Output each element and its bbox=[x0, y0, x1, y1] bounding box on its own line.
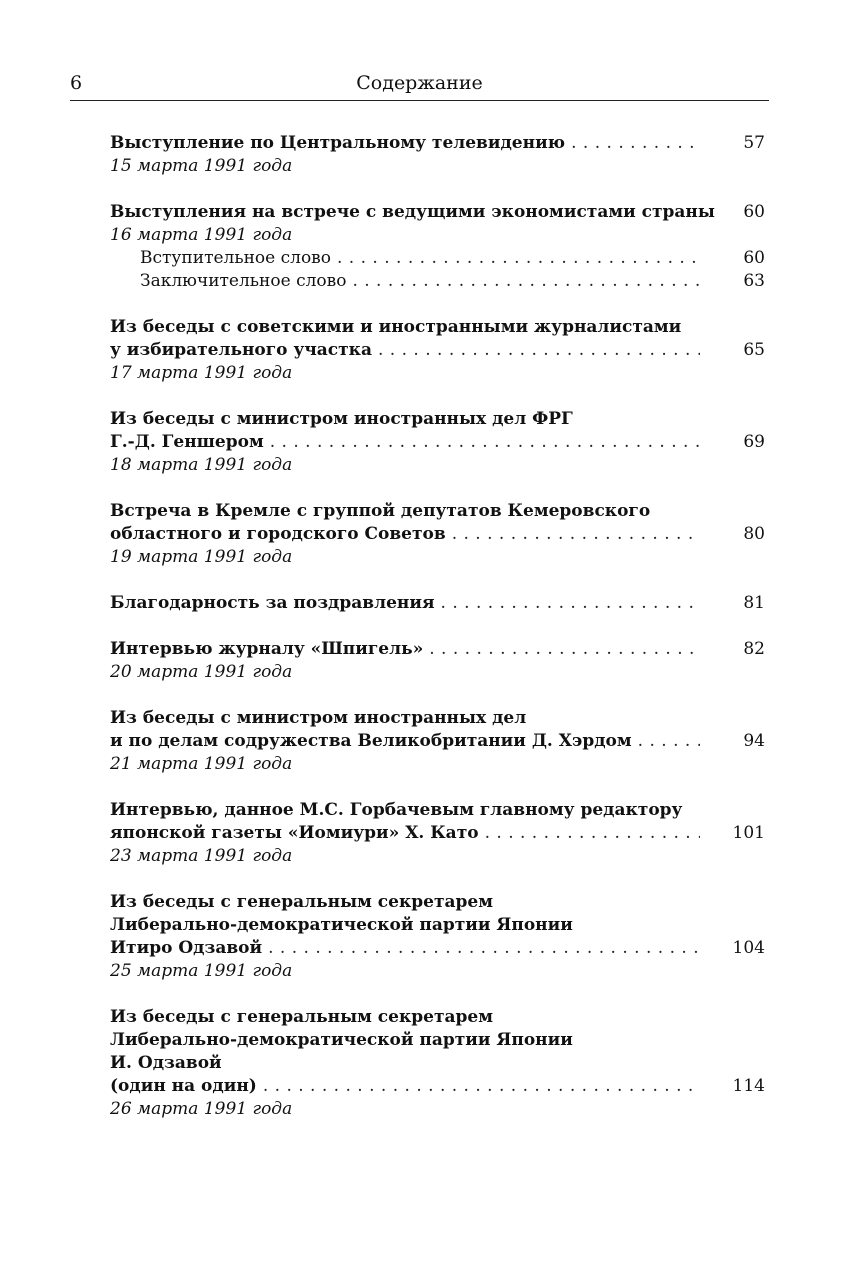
toc-entry-line bbox=[110, 339, 765, 362]
toc-entry-date: 18 марта 1991 года bbox=[110, 455, 293, 475]
toc-entry-title-line: Из беседы с советскими и иностранными журналистами bbox=[110, 317, 682, 337]
toc-entry-line bbox=[110, 201, 765, 224]
toc-entry-page: 114 bbox=[732, 1076, 765, 1096]
toc-entry-date: 25 марта 1991 года bbox=[110, 961, 293, 981]
toc-entry-title: у избирательного участка bbox=[110, 340, 372, 360]
toc-entry-line bbox=[110, 592, 765, 615]
toc-entry-line bbox=[110, 822, 765, 845]
toc-entry[interactable] bbox=[110, 316, 765, 385]
toc-entry-page: 101 bbox=[732, 823, 765, 843]
toc-entry-page: 69 bbox=[743, 432, 765, 452]
table-of-contents bbox=[110, 132, 765, 1144]
running-head bbox=[70, 72, 769, 96]
toc-entry-date: 19 марта 1991 года bbox=[110, 547, 293, 567]
toc-entry-title-line: Либерально-демократической партии Японии bbox=[110, 1030, 573, 1050]
toc-entry[interactable] bbox=[110, 201, 765, 293]
toc-entry-title: японской газеты «Иомиури» Х. Като bbox=[110, 823, 479, 843]
toc-subentry-line[interactable] bbox=[110, 247, 765, 270]
toc-entry-line bbox=[110, 638, 765, 661]
toc-entry-date: 26 марта 1991 года bbox=[110, 1099, 293, 1119]
page-number: 6 bbox=[70, 72, 83, 94]
dot-leader bbox=[264, 431, 700, 454]
dot-leader bbox=[257, 1075, 700, 1098]
toc-subentry-page: 63 bbox=[743, 271, 765, 291]
toc-entry-title-line: Интервью, данное М.С. Горбачевым главному редактору bbox=[110, 800, 683, 820]
toc-entry-date: 16 марта 1991 года bbox=[110, 225, 293, 245]
toc-entry-title-line: Из беседы с генеральным секретарем bbox=[110, 1007, 493, 1027]
dot-leader bbox=[346, 270, 700, 293]
toc-subentry-line[interactable] bbox=[110, 270, 765, 293]
toc-entry-date: 15 марта 1991 года bbox=[110, 156, 293, 176]
toc-entry[interactable] bbox=[110, 638, 765, 684]
dot-leader bbox=[331, 247, 700, 270]
toc-entry-line bbox=[110, 431, 765, 454]
toc-entry-page: 80 bbox=[743, 524, 765, 544]
toc-entry-title-line: Из беседы с министром иностранных дел ФРГ bbox=[110, 409, 573, 429]
page-title: Содержание bbox=[356, 72, 483, 94]
toc-entry-title-line: Либерально-демократической партии Японии bbox=[110, 915, 573, 935]
toc-entry-title: Благодарность за поздравления bbox=[110, 593, 435, 613]
dot-leader bbox=[372, 339, 700, 362]
toc-entry-date: 17 марта 1991 года bbox=[110, 363, 293, 383]
toc-entry-date: 20 марта 1991 года bbox=[110, 662, 293, 682]
toc-entry-page: 82 bbox=[743, 639, 765, 659]
toc-entry-title: Выступление по Центральному телевидению bbox=[110, 133, 566, 153]
toc-entry-title-line: Из беседы с министром иностранных дел bbox=[110, 708, 527, 728]
toc-entry-line bbox=[110, 1075, 765, 1098]
toc-entry[interactable] bbox=[110, 592, 765, 615]
toc-entry-title: и по делам содружества Великобритании Д. Хэрдом bbox=[110, 731, 632, 751]
toc-entry-page: 94 bbox=[743, 731, 765, 751]
toc-entry[interactable] bbox=[110, 891, 765, 983]
toc-entry[interactable] bbox=[110, 799, 765, 868]
toc-entry-title: Итиро Одзавой bbox=[110, 938, 263, 958]
dot-leader bbox=[423, 638, 700, 661]
toc-entry[interactable] bbox=[110, 1006, 765, 1121]
dot-leader bbox=[446, 523, 700, 546]
toc-entry-page: 81 bbox=[743, 593, 765, 613]
toc-subentry-title: Заключительное слово bbox=[140, 271, 347, 291]
toc-entry-title: Г.-Д. Геншером bbox=[110, 432, 264, 452]
toc-entry-line bbox=[110, 132, 765, 155]
dot-leader bbox=[565, 132, 700, 155]
toc-entry[interactable] bbox=[110, 500, 765, 569]
toc-entry-line bbox=[110, 523, 765, 546]
toc-entry-page: 65 bbox=[743, 340, 765, 360]
dot-leader bbox=[435, 592, 700, 615]
toc-entry-title: Выступления на встрече с ведущими экономистами страны bbox=[110, 202, 715, 222]
toc-entry-title-line: Встреча в Кремле с группой депутатов Кемеровского bbox=[110, 501, 651, 521]
toc-subentry-page: 60 bbox=[743, 248, 765, 268]
toc-entry-page: 104 bbox=[732, 938, 765, 958]
toc-subentry-title: Вступительное слово bbox=[140, 248, 331, 268]
toc-entry-page: 57 bbox=[743, 133, 765, 153]
toc-entry-title: (один на один) bbox=[110, 1076, 257, 1096]
toc-entry-title-line: И. Одзавой bbox=[110, 1053, 222, 1073]
dot-leader bbox=[632, 730, 700, 753]
toc-entry[interactable] bbox=[110, 132, 765, 178]
toc-entry-line bbox=[110, 937, 765, 960]
toc-entry-title: областного и городского Советов bbox=[110, 524, 446, 544]
dot-leader bbox=[479, 822, 700, 845]
toc-entry-date: 21 марта 1991 года bbox=[110, 754, 293, 774]
toc-entry-line bbox=[110, 730, 765, 753]
toc-entry-title-line: Из беседы с генеральным секретарем bbox=[110, 892, 493, 912]
toc-entry[interactable] bbox=[110, 408, 765, 477]
toc-entry-date: 23 марта 1991 года bbox=[110, 846, 293, 866]
dot-leader bbox=[262, 937, 700, 960]
toc-entry-page: 60 bbox=[743, 202, 765, 222]
header-rule bbox=[70, 100, 769, 101]
toc-entry-title: Интервью журналу «Шпигель» bbox=[110, 639, 424, 659]
toc-entry[interactable] bbox=[110, 707, 765, 776]
